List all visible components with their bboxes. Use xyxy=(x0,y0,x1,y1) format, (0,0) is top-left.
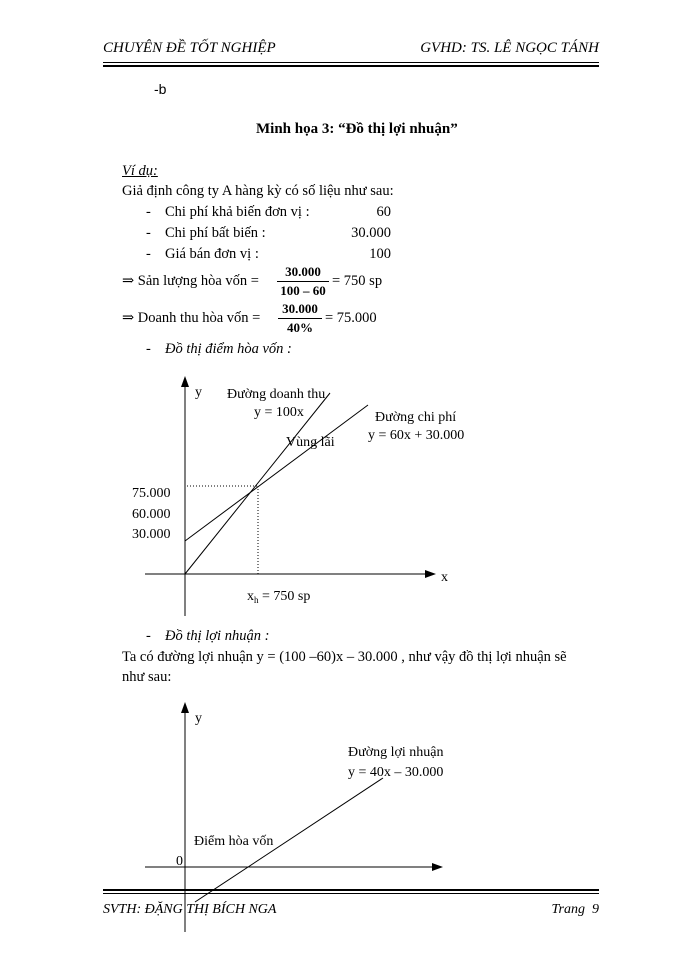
formula1-numerator: 30.000 xyxy=(277,263,329,282)
item-value: 100 xyxy=(369,246,391,262)
page-label: Trang xyxy=(551,902,585,917)
formula1-prefix: ⇒ Sản lượng hòa vốn = xyxy=(122,273,259,289)
tick-75000: 75.000 xyxy=(132,486,171,501)
xh-main: x xyxy=(247,589,254,604)
bullet: - xyxy=(146,628,151,644)
footer-left: SVTH: ĐẶNG THỊ BÍCH NGA xyxy=(103,902,277,917)
item-label: Chi phí khả biến đơn vị : xyxy=(165,204,310,220)
profit-zone-label: Vùng lãi xyxy=(286,435,335,450)
bullet: - xyxy=(146,246,151,262)
formula1-denominator: 100 – 60 xyxy=(280,283,326,298)
footer-page xyxy=(552,902,599,918)
tick-60000: 60.000 xyxy=(132,507,171,522)
tick-30000: 30.000 xyxy=(132,527,171,542)
formula2-denominator: 40% xyxy=(287,320,313,335)
xh-value: = 750 sp xyxy=(258,589,311,604)
formula2-result: = 75.000 xyxy=(325,310,377,326)
revenue-label: Đường doanh thu xyxy=(227,387,326,402)
footer-rule-bottom xyxy=(103,893,599,894)
chart2-y-arrow-icon xyxy=(181,702,189,713)
chart1-x-label: x xyxy=(441,570,448,585)
fragment-text: -b xyxy=(154,81,167,97)
footer-rule-top xyxy=(103,889,599,891)
item-label: Giá bán đơn vị : xyxy=(165,246,259,262)
chart2-x-arrow-icon xyxy=(432,863,443,871)
page-title: Minh họa 3: “Đồ thị lợi nhuận” xyxy=(256,121,458,137)
section2-label: Đồ thị lợi nhuận : xyxy=(165,628,270,644)
example-label: Ví dụ: xyxy=(122,163,158,179)
breakeven-label: Điểm hòa vốn xyxy=(194,834,274,849)
formula1-result: = 750 sp xyxy=(332,273,383,289)
item-value: 60 xyxy=(376,204,391,220)
xh-sub: h xyxy=(254,595,259,605)
bullet: - xyxy=(146,341,151,357)
item-value: 30.000 xyxy=(351,225,391,241)
chart2-y-label: y xyxy=(195,711,202,726)
header-left: CHUYÊN ĐỀ TỐT NGHIỆP xyxy=(103,40,276,56)
origin-label: 0 xyxy=(176,854,183,869)
bullet: - xyxy=(146,204,151,220)
section1-label: Đồ thị điểm hòa vốn : xyxy=(165,341,292,357)
formula2-numerator: 30.000 xyxy=(278,300,322,319)
revenue-eq: y = 100x xyxy=(254,405,304,420)
paragraph-line2: như sau: xyxy=(122,669,172,685)
profit-eq: y = 40x – 30.000 xyxy=(348,765,444,780)
cost-label: Đường chi phí xyxy=(375,410,457,425)
item-label: Chi phí bất biến : xyxy=(165,225,266,241)
bullet: - xyxy=(146,225,151,241)
formula2-prefix: ⇒ Doanh thu hòa vốn = xyxy=(122,310,261,326)
cost-eq: y = 60x + 30.000 xyxy=(368,428,465,443)
page-number: 9 xyxy=(592,902,599,917)
paragraph-line1: Ta có đường lợi nhuận y = (100 –60)x – 30.000 , như vậy đồ thị lợi nhuận sẽ xyxy=(122,649,567,665)
chart1-y-label: y xyxy=(195,385,202,400)
profit-label: Đường lợi nhuận xyxy=(348,745,444,760)
header-right: GVHD: TS. LÊ NGỌC TÁNH xyxy=(420,40,599,56)
intro-text: Giả định công ty A hàng kỳ có số liệu như sau: xyxy=(122,183,394,199)
